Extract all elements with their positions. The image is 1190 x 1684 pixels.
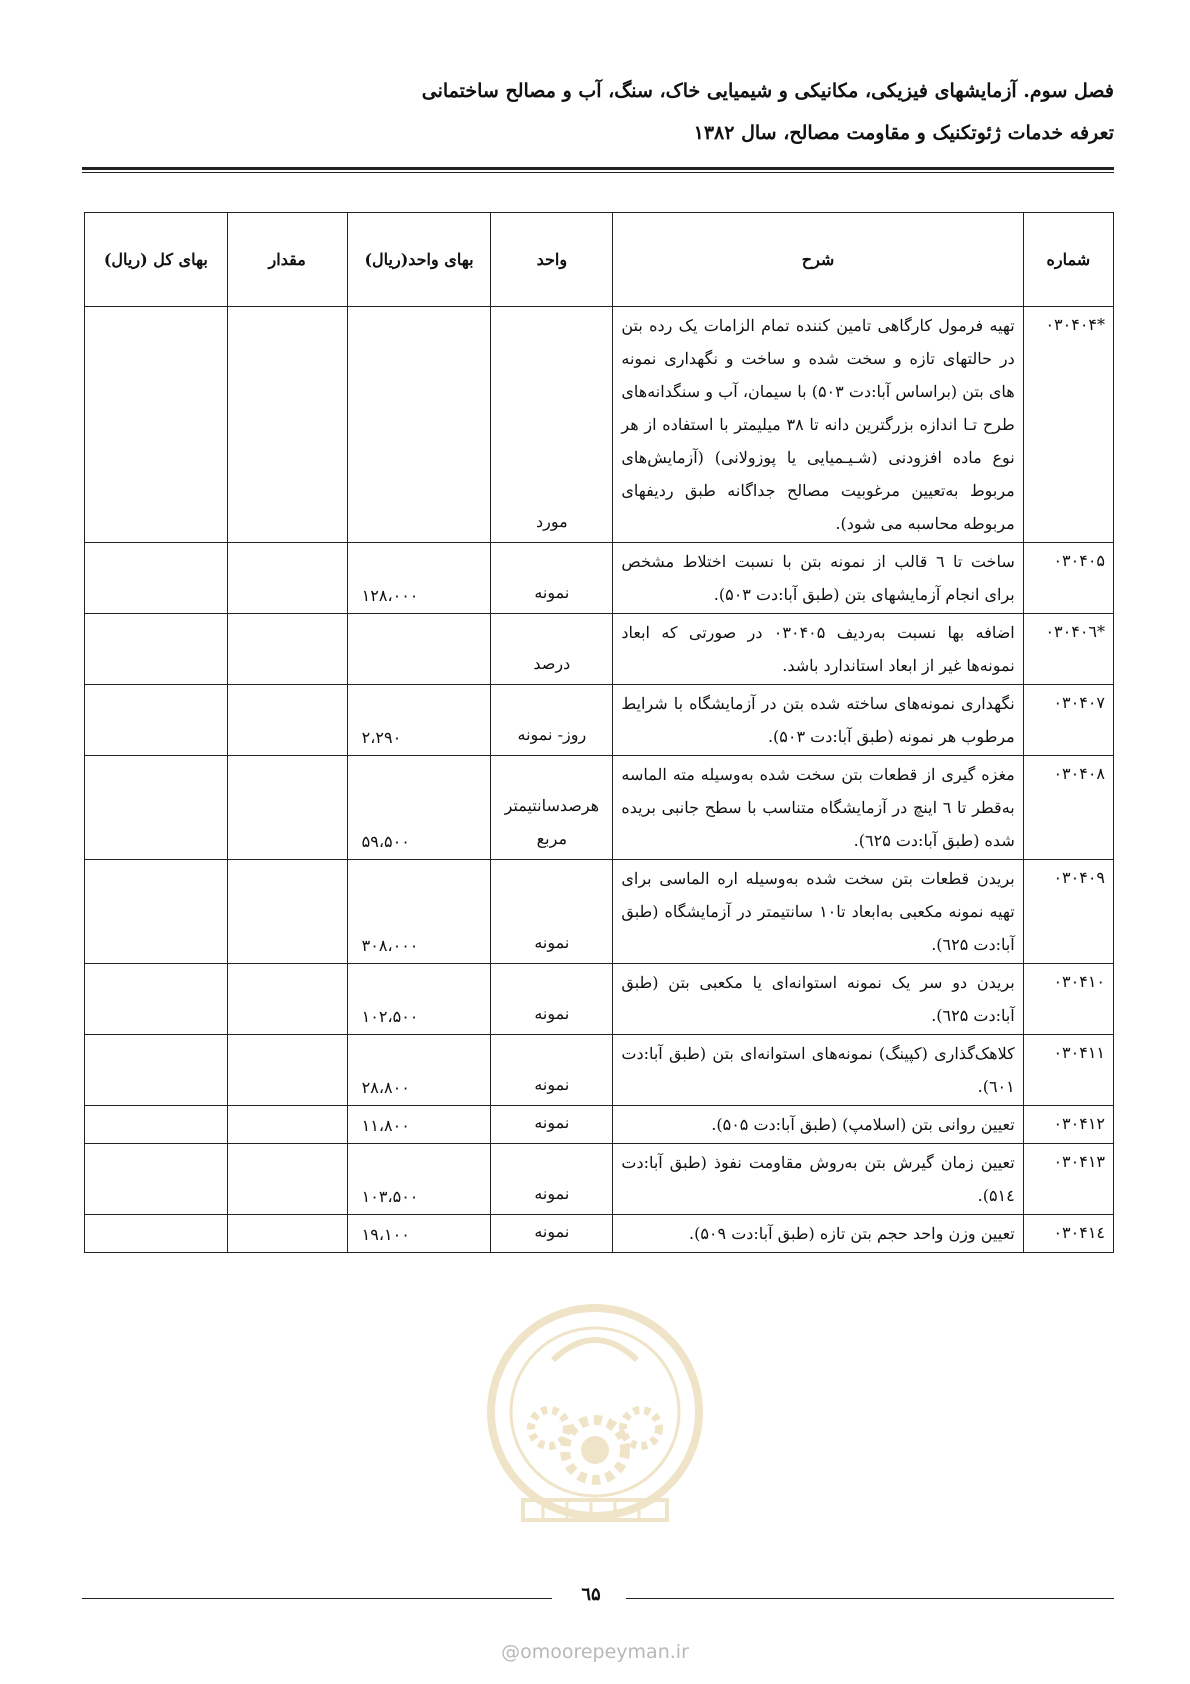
table-row — [85, 860, 1114, 964]
row-quantity — [227, 860, 347, 964]
row-total — [85, 1215, 228, 1253]
row-description: تعیین زمان گیرش بتن به‌روش مقاومت نفوذ (طبق آبا:دت ۵۱٤). — [613, 1144, 1023, 1215]
watermark-text: @omoorepeyman.ir — [501, 1641, 689, 1663]
header-divider-thin — [82, 172, 1114, 173]
row-unit-price: ۲،۲۹۰ — [347, 685, 491, 756]
document-subtitle: تعرفه خدمات ژئوتکنیک و مقاومت مصالح، سال ۱۳۸۲ — [693, 122, 1114, 144]
header-divider — [82, 167, 1114, 170]
table-header-row — [85, 213, 1114, 307]
row-unit-price: ۱۰۲،۵۰۰ — [347, 964, 491, 1035]
row-total — [85, 685, 228, 756]
row-code: ۰۳۰۴۰۹ — [1023, 860, 1113, 964]
table-row — [85, 307, 1114, 543]
row-quantity — [227, 1215, 347, 1253]
row-quantity — [227, 543, 347, 614]
row-total — [85, 964, 228, 1035]
row-unit-price: ۱۰۳،۵۰۰ — [347, 1144, 491, 1215]
row-total — [85, 1106, 228, 1144]
table-row — [85, 1215, 1114, 1253]
row-code: *۰۳۰۴۰۴ — [1023, 307, 1113, 543]
row-description: نگهداری نمونه‌های ساخته شده بتن در آزمایشگاه با شرایط مرطوب هر نمونه (طبق آبا:دت ۵۰۳). — [613, 685, 1023, 756]
row-code: ۰۳۰۴۱۳ — [1023, 1144, 1113, 1215]
chapter-title: فصل سوم. آزمایشهای فیزیکی، مکانیکی و شیمیایی خاک، سنگ، آب و مصالح ساختمانی — [421, 80, 1114, 102]
row-unit-price: ۵۹،۵۰۰ — [347, 756, 491, 860]
row-total — [85, 1144, 228, 1215]
column-header-description: شرح — [613, 213, 1023, 307]
row-unit: نمونه — [491, 1215, 613, 1253]
row-description: ساخت تا ٦ قالب از نمونه بتن با نسبت اختلاط مشخص برای انجام آزمایشهای بتن (طبق آبا:دت ۵۰۳). — [613, 543, 1023, 614]
table-row — [85, 1144, 1114, 1215]
row-unit: مورد — [491, 307, 613, 543]
page-header — [76, 74, 1114, 150]
page-number: ٦۵ — [581, 1584, 601, 1605]
row-description: بریدن قطعات بتن سخت شده به‌وسیله اره الماسی برای تهیه نمونه مکعبی به‌ابعاد تا۱۰ سانتیمتر در آزمایشگاه (طبق آبا:دت ٦۲۵). — [613, 860, 1023, 964]
row-quantity — [227, 964, 347, 1035]
row-total — [85, 614, 228, 685]
row-unit: نمونه — [491, 964, 613, 1035]
row-quantity — [227, 307, 347, 543]
row-description: مغزه گیری از قطعات بتن سخت شده به‌وسیله مته الماسه به‌قطر تا ٦ اینچ در آزمایشگاه متناسب با سطح جانبی بریده شده (طبق آبا:دت ٦۲۵). — [613, 756, 1023, 860]
table-row — [85, 685, 1114, 756]
row-total — [85, 543, 228, 614]
row-unit-price — [347, 307, 491, 543]
row-unit-price: ۱۹،۱۰۰ — [347, 1215, 491, 1253]
column-header-code: شماره — [1023, 213, 1113, 307]
row-code: ۰۳۰۴۱٤ — [1023, 1215, 1113, 1253]
row-quantity — [227, 1035, 347, 1106]
tariff-table — [84, 212, 1114, 1253]
table-row — [85, 543, 1114, 614]
footer-divider-right — [626, 1598, 1114, 1599]
row-unit: نمونه — [491, 1035, 613, 1106]
row-unit: نمونه — [491, 860, 613, 964]
row-code: ۰۳۰۴۰۷ — [1023, 685, 1113, 756]
row-description: بریدن دو سر یک نمونه استوانه‌ای یا مکعبی بتن (طبق آبا:دت ٦۲۵). — [613, 964, 1023, 1035]
footer-divider-left — [82, 1598, 552, 1599]
row-total — [85, 307, 228, 543]
row-unit: درصد — [491, 614, 613, 685]
row-code: ۰۳۰۴۱۱ — [1023, 1035, 1113, 1106]
row-code: ۰۳۰۴۱۰ — [1023, 964, 1113, 1035]
row-unit-price: ۳۰۸،۰۰۰ — [347, 860, 491, 964]
watermark-seal-icon — [483, 1300, 707, 1540]
row-unit-price: ۲۸،۸۰۰ — [347, 1035, 491, 1106]
row-total — [85, 1035, 228, 1106]
column-header-quantity: مقدار — [227, 213, 347, 307]
column-header-unit-price: بهای واحد(ریال) — [347, 213, 491, 307]
row-unit: نمونه — [491, 543, 613, 614]
row-unit: نمونه — [491, 1144, 613, 1215]
table-row — [85, 614, 1114, 685]
row-description: تهیه فرمول کارگاهی تامین کننده تمام الزامات یک رده بتن در حالتهای تازه و سخت شده و ساخت و نگهداری نمونه های بتن (براساس آبا:دت ۵۰۳) با سیمان، آب و سنگدانه‌های طرح تـا اندازه بزرگترین دانه تا ۳۸ میلیمتر با استفاده از هر نوع ماده افزودنی (شـیـمیایی یا پوزولانی) (آزمایش‌های مربوط به‌تعیین مرغوبیت مصالح جداگانه طبق ردیفهای مربوطه محاسبه می شود). — [613, 307, 1023, 543]
row-total — [85, 756, 228, 860]
row-unit-price — [347, 614, 491, 685]
row-unit: نمونه — [491, 1106, 613, 1144]
row-code: ۰۳۰۴۰۸ — [1023, 756, 1113, 860]
row-code: ۰۳۰۴۰۵ — [1023, 543, 1113, 614]
table-row — [85, 964, 1114, 1035]
row-description: کلاهک‌گذاری (کپینگ) نمونه‌های استوانه‌ای بتن (طبق آبا:دت ٦۰۱). — [613, 1035, 1023, 1106]
row-quantity — [227, 756, 347, 860]
row-total — [85, 860, 228, 964]
row-description: اضافه بها نسبت به‌ردیف ۰۳۰۴۰۵ در صورتی که ابعاد نمونه‌ها غیر از ابعاد استاندارد باشد. — [613, 614, 1023, 685]
table-row — [85, 1035, 1114, 1106]
row-quantity — [227, 685, 347, 756]
row-code: *۰۳۰۴۰٦ — [1023, 614, 1113, 685]
row-unit: هرصدسانتیمتر مربع — [491, 756, 613, 860]
row-quantity — [227, 614, 347, 685]
column-header-unit: واحد — [491, 213, 613, 307]
row-unit-price: ۱۱،۸۰۰ — [347, 1106, 491, 1144]
row-description: تعیین وزن واحد حجم بتن تازه (طبق آبا:دت ۵۰۹). — [613, 1215, 1023, 1253]
row-unit-price: ۱۲۸،۰۰۰ — [347, 543, 491, 614]
row-code: ۰۳۰۴۱۲ — [1023, 1106, 1113, 1144]
table-row — [85, 1106, 1114, 1144]
row-description: تعیین روانی بتن (اسلامپ) (طبق آبا:دت ۵۰۵). — [613, 1106, 1023, 1144]
table-row — [85, 756, 1114, 860]
column-header-total: بهای کل (ریال) — [85, 213, 228, 307]
row-quantity — [227, 1144, 347, 1215]
row-quantity — [227, 1106, 347, 1144]
row-unit: روز- نمونه — [491, 685, 613, 756]
